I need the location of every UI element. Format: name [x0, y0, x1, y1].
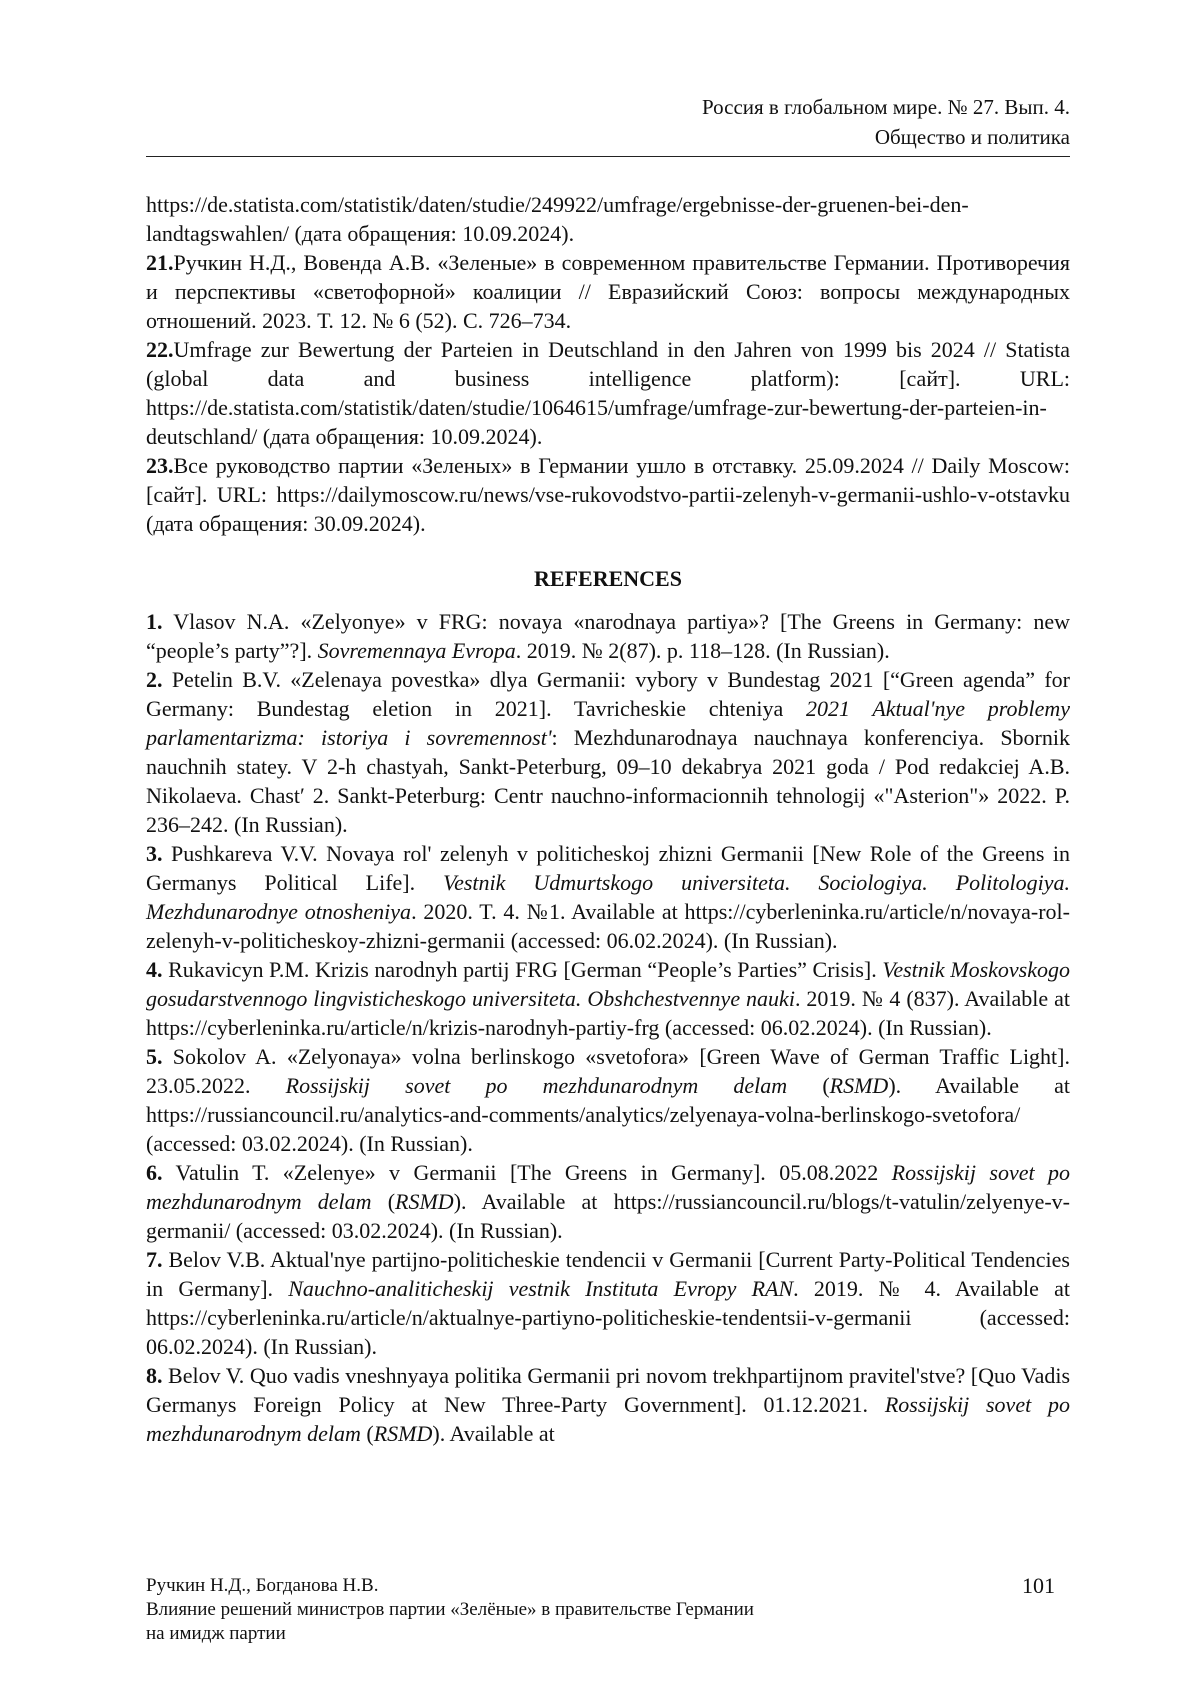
reference-text: ( — [787, 1073, 829, 1098]
source-item — [146, 335, 1070, 451]
reference-text: Rukavicyn P.M. Krizis narodnyh partij FRG [German “People’s Parties” Crisis]. — [168, 957, 882, 982]
reference-text: Belov V.B. Aktual'nye partijno-politicheskie tendencii v Germanii [Current Party-Political Tendencies in Germany]. — [146, 1247, 1070, 1301]
reference-italic-text: Nauchno-analiticheskij vestnik Instituta Evropy RAN — [288, 1276, 793, 1301]
reference-item — [146, 607, 1070, 665]
source-text: Все руководство партии «Зеленых» в Германии ушло в отставку. 25.09.2024 // Daily Moscow: [сайт]. URL: https://dailymoscow.ru/news/vse-rukovodstvo-partii-zelenyh-v-germanii-ushlo-v-otstavku (дата обращения: 30.09.2024). — [146, 453, 1070, 536]
reference-text: ( — [361, 1421, 374, 1446]
references-list — [146, 607, 1070, 1448]
page-footer — [146, 1574, 1070, 1646]
source-number: 22. — [146, 337, 174, 362]
reference-item — [146, 1245, 1070, 1361]
reference-italic-text: Sovremennaya Evropa — [318, 638, 516, 663]
footer-title-line1: Влияние решений министров партии «Зелёные» в правительстве Германии — [146, 1598, 1070, 1622]
source-text: Ручкин Н.Д., Вовенда А.В. «Зеленые» в современном правительстве Германии. Противоречия и перспективы «светофорной» коалиции // Евразийский Союз: вопросы международных отношений. 2023. Т. 12. № 6 (52). С. 726–734. — [146, 250, 1070, 333]
reference-italic-text: RSMD — [374, 1421, 433, 1446]
source-list — [146, 190, 1070, 538]
references-heading: REFERENCES — [146, 564, 1070, 593]
footer-authors: Ручкин Н.Д., Богданова Н.В. — [146, 1574, 1070, 1598]
reference-number: 8. — [146, 1363, 163, 1388]
reference-text: ( — [372, 1189, 396, 1214]
journal-section: Общество и политика — [146, 122, 1070, 152]
reference-text: . 2019. № 4 (837). Available at https://cyberleninka.ru/article/n/krizis-narodnyh-partiy-frg (accessed: 06.02.2024). (In Russian). — [146, 986, 1070, 1040]
reference-number: 1. — [146, 609, 163, 634]
reference-italic-text: Rossijskij sovet po mezhdunarodnym delam — [146, 1160, 1070, 1214]
reference-number: 3. — [146, 841, 163, 866]
source-item — [146, 248, 1070, 335]
reference-text: ). Available at — [432, 1421, 554, 1446]
page-number: 101 — [1022, 1574, 1055, 1598]
source-number: 23. — [146, 453, 174, 478]
reference-item — [146, 1361, 1070, 1448]
reference-number: 7. — [146, 1247, 163, 1272]
reference-text: Belov V. Quo vadis vneshnyaya politika Germanii pri novom trekhpartijnom pravitel'stve? [Quo Vadis Germanys Foreign Policy at New Three-Party Government]. 01.12.2021. — [146, 1363, 1070, 1417]
reference-text: Vlasov N.A. «Zelyonye» v FRG: novaya «narodnaya partiya»? [The Greens in Germany: new “people’s party”?]. — [146, 609, 1070, 663]
reference-italic-text: RSMD — [395, 1189, 454, 1214]
reference-text: . 2019. № 4. Available at https://cyberleninka.ru/article/n/aktualnye-partiyno-politicheskie-tendentsii-v-germanii (accessed: 06.02.2024). (In Russian). — [146, 1276, 1070, 1359]
reference-italic-text: 2021 Aktual'nye problemy parlamentarizma: istoriya i sovremennost' — [146, 696, 1070, 750]
reference-text: Pushkareva V.V. Novaya rol' zelenyh v politicheskoj zhizni Germanii [New Role of the Greens in Germanys Political Life]. — [146, 841, 1070, 895]
reference-text: : Mezhdunarodnaya nauchnaya konferenciya. Sbornik nauchnih statey. V 2-h chastyah, Sankt-Peterburg, 09–10 dekabrya 2021 goda / Pod redakciej A.B. Nikolaeva. Chast′ 2. Sankt-Peterburg: Centr nauchno-informacionnih tehnologij «"Asterion"» 2022. P. 236–242. (In Russian). — [146, 725, 1070, 837]
reference-text: ). Available at https://russiancouncil.ru/analytics-and-comments/analytics/zelyenaya-volna-berlinskogo-svetofora/ (accessed: 03.02.2024). (In Russian). — [146, 1073, 1070, 1156]
source-item — [146, 451, 1070, 538]
reference-number: 4. — [146, 957, 163, 982]
reference-italic-text: Rossijskij sovet po mezhdunarodnym delam — [286, 1073, 788, 1098]
reference-text: Sokolov A. «Zelyonaya» volna berlinskogo «svetofora» [Green Wave of German Traffic Light]. 23.05.2022. — [146, 1044, 1070, 1098]
footer-title-line2: на имидж партии — [146, 1622, 1070, 1646]
reference-text: Petelin B.V. «Zelenaya povestka» dlya Germanii: vybory v Bundestag 2021 [“Green agenda” for Germany: Bundestag eletion in 2021]. Tavricheskie chteniya — [146, 667, 1070, 721]
reference-italic-text: RSMD — [830, 1073, 889, 1098]
reference-item — [146, 955, 1070, 1042]
page-body — [146, 190, 1070, 1448]
reference-number: 6. — [146, 1160, 163, 1185]
reference-italic-text: Vestnik Udmurtskogo universiteta. Sociologiya. Politologiya. Mezhdunarodnye otnosheniya — [146, 870, 1070, 924]
source-text: https://de.statista.com/statistik/daten/studie/249922/umfrage/ergebnisse-der-gruenen-bei-den-landtagswahlen/ (дата обращения: 10.09.2024). — [146, 192, 969, 246]
reference-item — [146, 665, 1070, 839]
reference-text: Vatulin T. «Zelenye» v Germanii [The Greens in Germany]. 05.08.2022 — [176, 1160, 892, 1185]
reference-text: ). Available at https://russiancouncil.ru/blogs/t-vatulin/zelyenye-v-germanii/ (accessed: 03.02.2024). (In Russian). — [146, 1189, 1070, 1243]
reference-italic-text: Rossijskij sovet po mezhdunarodnym delam — [146, 1392, 1070, 1446]
running-header — [146, 92, 1070, 157]
reference-italic-text: Vestnik Moskovskogo gosudarstvennogo lingvisticheskogo universiteta. Obshchestvennye nauki — [146, 957, 1070, 1011]
source-number: 21. — [146, 250, 174, 275]
reference-item — [146, 1158, 1070, 1245]
reference-number: 2. — [146, 667, 163, 692]
source-item — [146, 190, 1070, 248]
reference-number: 5. — [146, 1044, 163, 1069]
reference-item — [146, 839, 1070, 955]
reference-item — [146, 1042, 1070, 1158]
reference-text: . 2019. № 2(87). p. 118–128. (In Russian). — [516, 638, 890, 663]
journal-title: Россия в глобальном мире. № 27. Вып. 4. — [146, 92, 1070, 122]
source-text: Umfrage zur Bewertung der Parteien in Deutschland in den Jahren von 1999 bis 2024 // Statista (global data and business intelligence platform): [сайт]. URL: https://de.statista.com/statistik/daten/studie/1064615/umfrage/umfrage-zur-bewertung-der-parteien-in-deutschland/ (дата обращения: 10.09.2024). — [146, 337, 1070, 449]
reference-text: . 2020. T. 4. №1. Available at https://cyberleninka.ru/article/n/novaya-rol-zelenyh-v-politicheskoy-zhizni-germanii (accessed: 06.02.2024). (In Russian). — [146, 899, 1070, 953]
